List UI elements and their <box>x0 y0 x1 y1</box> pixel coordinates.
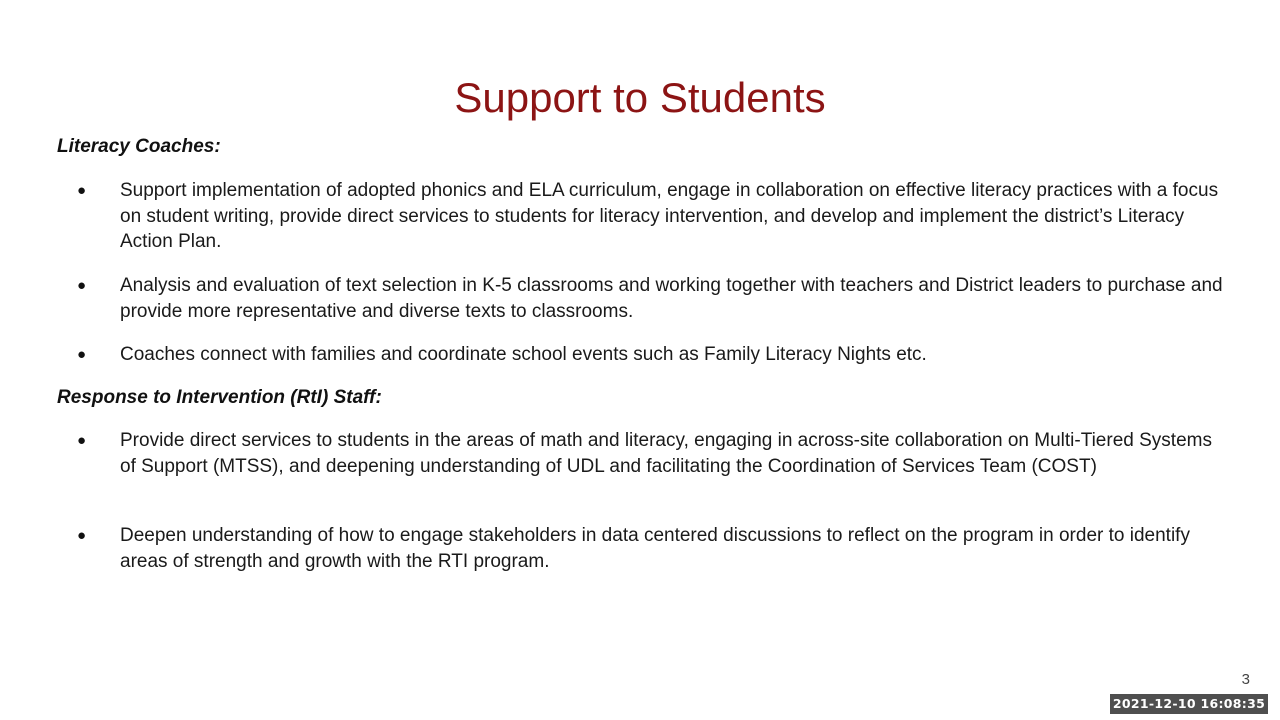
bullet-text: Provide direct services to students in the areas of math and literacy, engaging in across-site collaboration on Multi-Tiered Systems of Support (MTSS), and deepening understanding of UDL and facilitating the Coordination of Services Team (COST) <box>120 430 1212 477</box>
page-number: 3 <box>1241 671 1250 688</box>
section-heading-rti-staff: Response to Intervention (RtI) Staff: <box>57 387 382 408</box>
bullet-dot-icon: ● <box>77 182 87 199</box>
bullet-dot-icon: ● <box>77 277 87 294</box>
bullet-text: Coaches connect with families and coordinate school events such as Family Literacy Nights etc. <box>120 344 927 365</box>
timestamp-overlay: 2021-12-10 16:08:35 <box>1110 694 1268 714</box>
bullet-text: Deepen understanding of how to engage stakeholders in data centered discussions to reflect on the program in order to identify areas of strength and growth with the RTI program. <box>120 525 1190 572</box>
bullet-dot-icon: ● <box>77 527 87 544</box>
bullet-dot-icon: ● <box>77 432 87 449</box>
section-heading-literacy-coaches: Literacy Coaches: <box>57 136 221 157</box>
slide-title: Support to Students <box>454 74 826 121</box>
bullet-text: Support implementation of adopted phonics and ELA curriculum, engage in collaboration on effective literacy practices with a focus on student writing, provide direct services to students for literacy intervention, and develop and implement the district’s Literacy Action Plan. <box>120 180 1219 252</box>
bullet-dot-icon: ● <box>77 346 87 363</box>
bullet-text: Analysis and evaluation of text selection in K-5 classrooms and working together with teachers and District leaders to purchase and provide more representative and diverse texts to classrooms. <box>120 275 1223 322</box>
